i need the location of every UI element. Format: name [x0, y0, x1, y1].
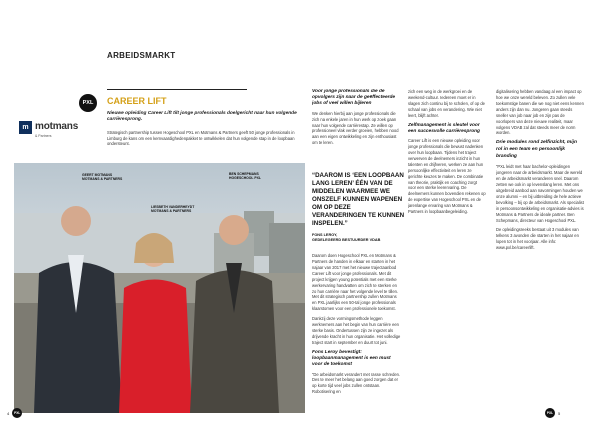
- column-1-paragraph-2: Daarom doen Hogeschool PXL en Motmans & Partners de handen in elkaar en starten in het najaar van 2017 met het nieuwe trajectaanbod Career Lift voor jonge professionals. Met dit project krijgen young potentials met een sterke werkervaring handvatten om zich te sterken en zo hun carrière naar het volgende level te tillen. Met dit strategisch partnership zullen Motmans en PXL jaarlijks een 50-tal jonge professionals klaarstomen voor een professionele toekomst.: [312, 253, 399, 312]
- column-1-paragraph-3: Dankzij deze vormingsmethode leggen werknemers aan het begin van hun carrière een sterke basis. Ondertussen zijn ze ingezet als drijvende kracht in hun organisatie. Het volledige traject start in september en duurt tot juni.: [312, 316, 401, 345]
- quote-author-name: FONS LEROY,: [312, 233, 338, 237]
- column-3-paragraph-4: De opleidingsreeks bestaat uit 3 modules van telkens 3 avonden die starten in het najaar en lopen tot in het voorjaar. Alle info: www.pxl.be/careerlift.: [496, 227, 579, 251]
- quote-author-role: GEDELEGEERD BESTUURDER VDAB: [312, 238, 381, 243]
- column-2-paragraph-2: Career Lift is een nieuwe opleiding voor jonge professionals die bewust nadenken over hun loopbaan. Tijdens het traject verwerven de deelnemers inzicht in hun talenten en drijfveren, werken ze aan hun persoonlijke effectiviteit en leren ze gerichte keuzes te maken. De combinatie van theorie, praktijk en coaching zorgt voor een sterke leerervaring. De deelnemers kunnen bovendien rekenen op de expertise van Hogeschool PXL en de jarenlange ervaring van Motmans & Partners in loopbaanbegeleiding.: [408, 138, 486, 215]
- page-number-left: 4: [7, 410, 10, 416]
- caption-ben: BEN SCHEPMANS HOGESCHOOL PXL: [229, 172, 261, 181]
- article-heading: CAREER LIFT: [107, 96, 167, 106]
- column-2-subheading: Zelfmanagement is sleutel voor een succesvolle carrièresprong: [408, 122, 480, 134]
- footer-left: [7, 408, 22, 418]
- column-3-paragraph-3: “PXL leidt met haar bachelor-opleidingen jongeren naar de arbeidsmarkt. Maar de wereld en de arbeidsmarkt veranderen snel. Daarom zetten we ook in op levenslang leren. Met ons uitgebreid aanbod aan navormingen houden we onze alumni – en bij uitbreiding de hele actieve bevolking – bij op de arbeidsmarkt. Als specialist in persoonsontwikkeling en organisatie-advies is Motmans & Partners de ideale partner. Ben Schepmans, directeur van Hogeschool PXL.: [496, 164, 584, 223]
- motmans-logo-text: motmans: [35, 121, 79, 132]
- group-photo: [14, 163, 305, 413]
- column-3-highlight: Drie modules rond zelfinzicht, mijn rol in een team en persoonlijk branding: [496, 140, 577, 159]
- page-number-right: 5: [558, 410, 561, 416]
- caption-liesbeth: LIESBETH VANDERHEYDT MOTMANS & PARTNERS: [151, 205, 195, 214]
- column-3-paragraph-1: digitalisering hebben vandaag al een impact op hoe we onze wereld beleven. Zo zullen vele toekomstige banen die we nog niet eens kennen anders zijn dan nu. Jongeren gaan steeds sneller van job naar job en zijn pas de voorlopers van deze nieuwe realiteit, maar volgens VDAB zal dat steeds meer de norm worden.: [496, 89, 584, 136]
- motmans-logo: [19, 120, 96, 138]
- article-column-1-top: [312, 89, 402, 167]
- divider: [107, 89, 247, 90]
- quote-author: [312, 233, 405, 243]
- column-1-subheading-2: Fons Leroy bevestigt: loopbaanmanagement is een must voor de toekomst: [312, 349, 391, 368]
- article-intro: Strategisch partnership tussen Hogeschool PXL en Motmans & Partners geeft 50 jonge professionals in Limburg de kans om een kernvaardighedenpakket te ontwikkelen dat hun volgende stap in de loopbaan ondersteunt.: [107, 130, 295, 147]
- footer-pxl-badge-right: PXL: [545, 408, 555, 418]
- article-column-3: [496, 89, 584, 409]
- section-title: ARBEIDSMARKT: [107, 51, 176, 60]
- caption-geert: GEERT MOTMANS MOTMANS & PARTNERS: [82, 173, 123, 182]
- motmans-logo-sub: & Partners: [35, 134, 52, 138]
- column-1-paragraph-1: We denken hierbij aan jonge professionals die zich na enkele jaren in hun werk op zoek gaan naar hun volgende carrièrestap. Ze willen op professioneel vlak verder groeien, hebben nood aan een eigen ontwikkeling en zijn enthousiast om te leren.: [312, 110, 399, 146]
- pxl-logo-badge: PXL: [79, 94, 97, 112]
- motmans-logo-mark: m: [19, 121, 32, 134]
- article-column-2: [408, 89, 486, 409]
- pull-quote: “DAAROM IS ‘EEN LOOPBAAN LANG LEREN’ ÉÉN VAN DE MIDDELEN WAARMEE WE ONSZELF KUNNEN WAPENEN OM OP DEZE VERANDERINGEN TE KUNNEN INSPELEN.”: [312, 172, 405, 227]
- column-1-paragraph-4: “De arbeidsmarkt verandert met rasse schreden. Des te meer het belang aan goed zorgen dat er op korte tijd veel jobs zullen ontstaan. Robotisering en: [312, 371, 401, 395]
- article-column-1-bottom: [312, 253, 402, 413]
- footer-pxl-badge-left: PXL: [12, 408, 22, 418]
- column-1-subheading-1: Voor jonge professionals die de opvolgers zijn naar de geëffecteerde jobs of veel willen bijleren: [312, 89, 396, 107]
- article-lead: Nieuwe opleiding Career Lift tilt jonge professionals doelgericht naar hun volgende carrièresprong.: [107, 111, 297, 123]
- footer-right: [545, 408, 560, 418]
- column-2-paragraph-1: zich een weg in de werkgroei en de weekend-cultuur. Iedereen moet er in slagen zich continu bij te scholen, of op de schaal van jobs en verandering. Wie niet leert, blijft achter.: [408, 89, 485, 118]
